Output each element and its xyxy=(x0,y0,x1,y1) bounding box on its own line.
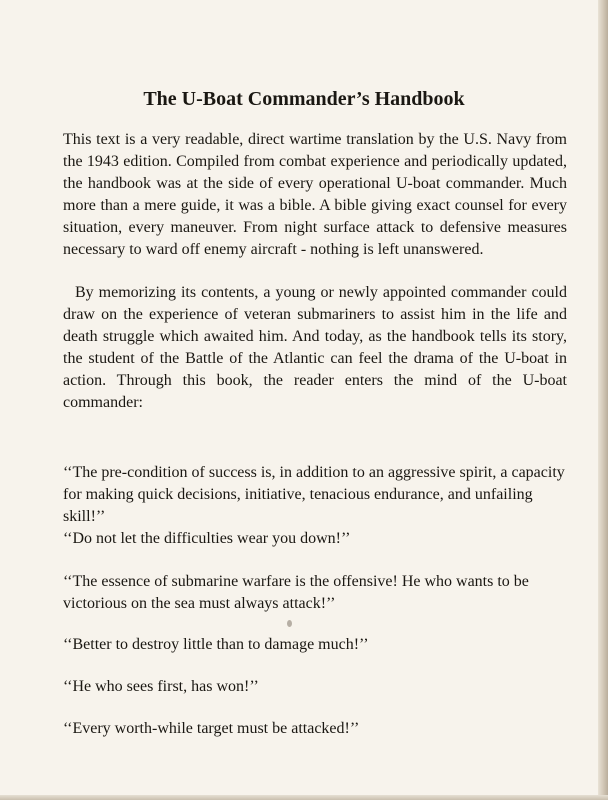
quote-2: ‘‘Do not let the difficulties wear you down!’’ xyxy=(63,530,351,547)
description-paragraph-1: This text is a very readable, direct wartime translation by the U.S. Navy from the 1943 edition. Compiled from combat experience and periodically updated, the handbook was at the side of every operational U-boat commander. Much more than a mere guide, it was a bible. A bible giving exact counsel for every situation, every maneuver. From night surface attack to defensive measures necessary to ward off enemy aircraft - nothing is left unanswered. xyxy=(63,131,567,258)
page-title: The U-Boat Commander’s Handbook xyxy=(143,88,465,110)
quote-6: ‘‘Every worth-while target must be attacked!’’ xyxy=(63,720,360,737)
paper-edge-bottom xyxy=(0,795,608,800)
quote-1: ‘‘The pre-condition of success is, in addition to an aggressive spirit, a capacity for making quick decisions, initiative, tenacious endurance, and unfailing skill!’’ xyxy=(63,464,565,525)
paper-edge-right xyxy=(598,0,608,800)
quote-5: ‘‘He who sees first, has won!’’ xyxy=(63,678,259,695)
quote-4: ‘‘Better to destroy little than to damage much!’’ xyxy=(63,636,369,653)
quote-3: ‘‘The essence of submarine warfare is the offensive! He who wants to be victorious on the sea must always attack!’’ xyxy=(63,573,529,612)
ink-smudge xyxy=(287,620,292,627)
description-paragraph-2: By memorizing its contents, a young or newly appointed commander could draw on the experience of veteran submariners to assist him in the life and death struggle which awaited him. And today, as the handbook tells its story, the student of the Battle of the Atlantic can feel the drama of the U-boat in action. Through this book, the reader enters the mind of the U-boat commander: xyxy=(63,284,567,411)
